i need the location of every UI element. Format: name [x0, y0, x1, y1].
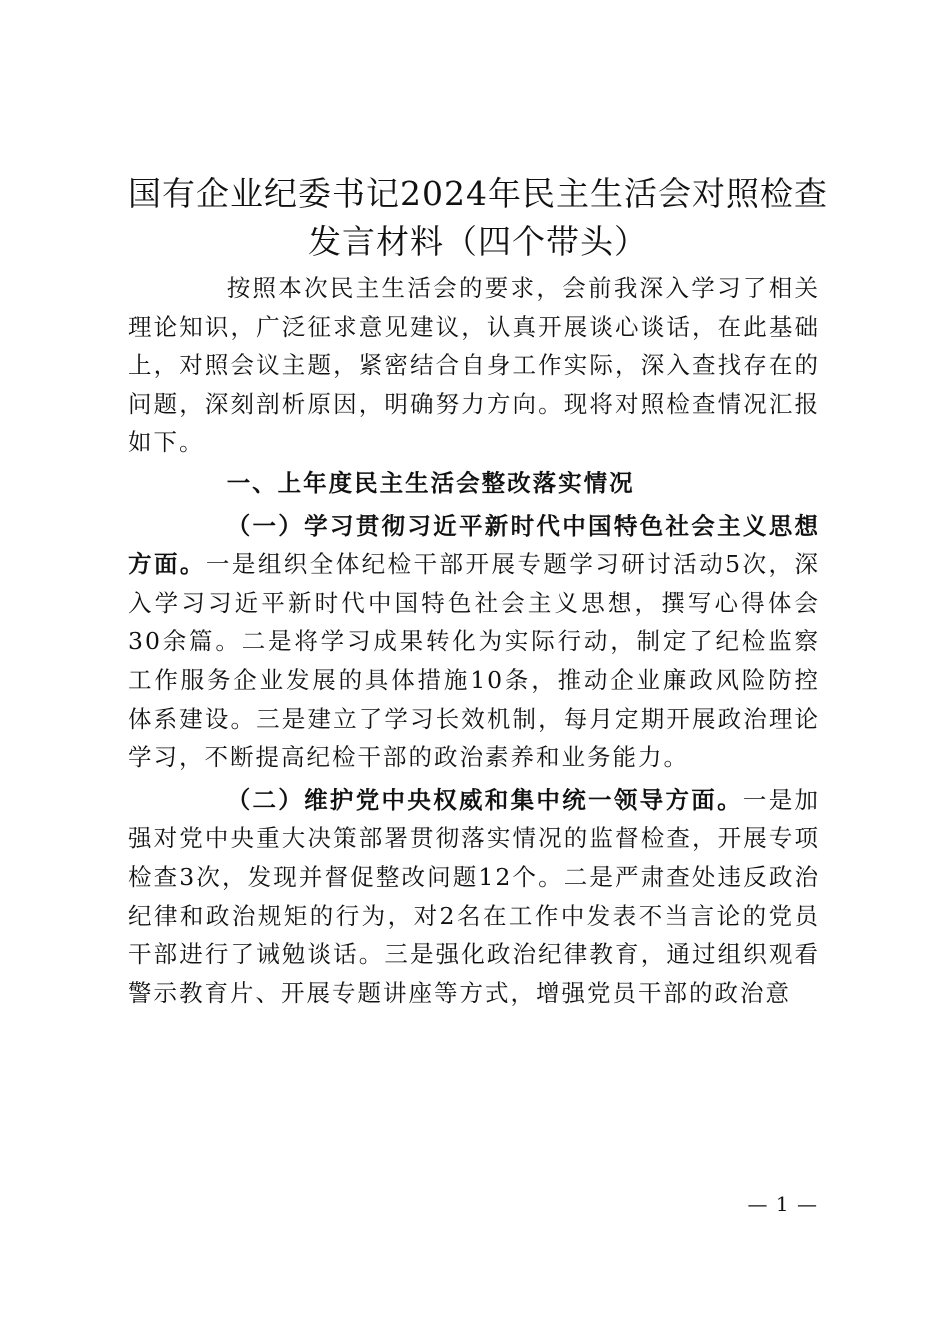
subsection-1-body: 一是组织全体纪检干部开展专题学习研讨活动5次，深入学习习近平新时代中国特色社会主义思想，撰写心得体会30余篇。二是将学习成果转化为实际行动，制定了纪检监察工作服务企业发展的具体措施10条，推动企业廉政风险防控体系建设。三是建立了学习长效机制，每月定期开展政治理论学习，不断提高纪检干部的政治素养和业务能力。	[128, 550, 820, 772]
page-number: — 1 —	[747, 1192, 818, 1216]
section-heading: 一、上年度民主生活会整改落实情况	[226, 468, 635, 497]
subsection-2-paragraph	[128, 781, 820, 1013]
subsection-2-lead: （二）维护党中央权威和集中统一领导方面。	[226, 785, 743, 814]
subsection-1-lead: （一）学习贯彻习近平新时代中国特色社会主义思想方面。	[128, 511, 820, 579]
document-title: 国有企业纪委书记2024年民主生活会对照检查发言材料（四个带头）	[128, 174, 828, 261]
subsection-2-body: 一是加强对党中央重大决策部署贯彻落实情况的监督检查，开展专项检查3次，发现并督促整改问题12个。二是严肃查处违反政治纪律和政治规矩的行为，对2名在工作中发表不当言论的党员干部进行了诫勉谈话。三是强化政治纪律教育，通过组织观看警示教育片、开展专题讲座等方式，增强党员干部的政治意	[128, 785, 821, 1007]
subsection-1-paragraph	[128, 507, 820, 777]
document-body	[128, 269, 820, 1012]
intro-paragraph: 按照本次民主生活会的要求，会前我深入学习了相关理论知识，广泛征求意见建议，认真开展谈心谈话，在此基础上，对照会议主题，紧密结合自身工作实际，深入查找存在的问题，深刻剖析原因，明确努力方向。现将对照检查情况汇报如下。	[128, 274, 820, 457]
